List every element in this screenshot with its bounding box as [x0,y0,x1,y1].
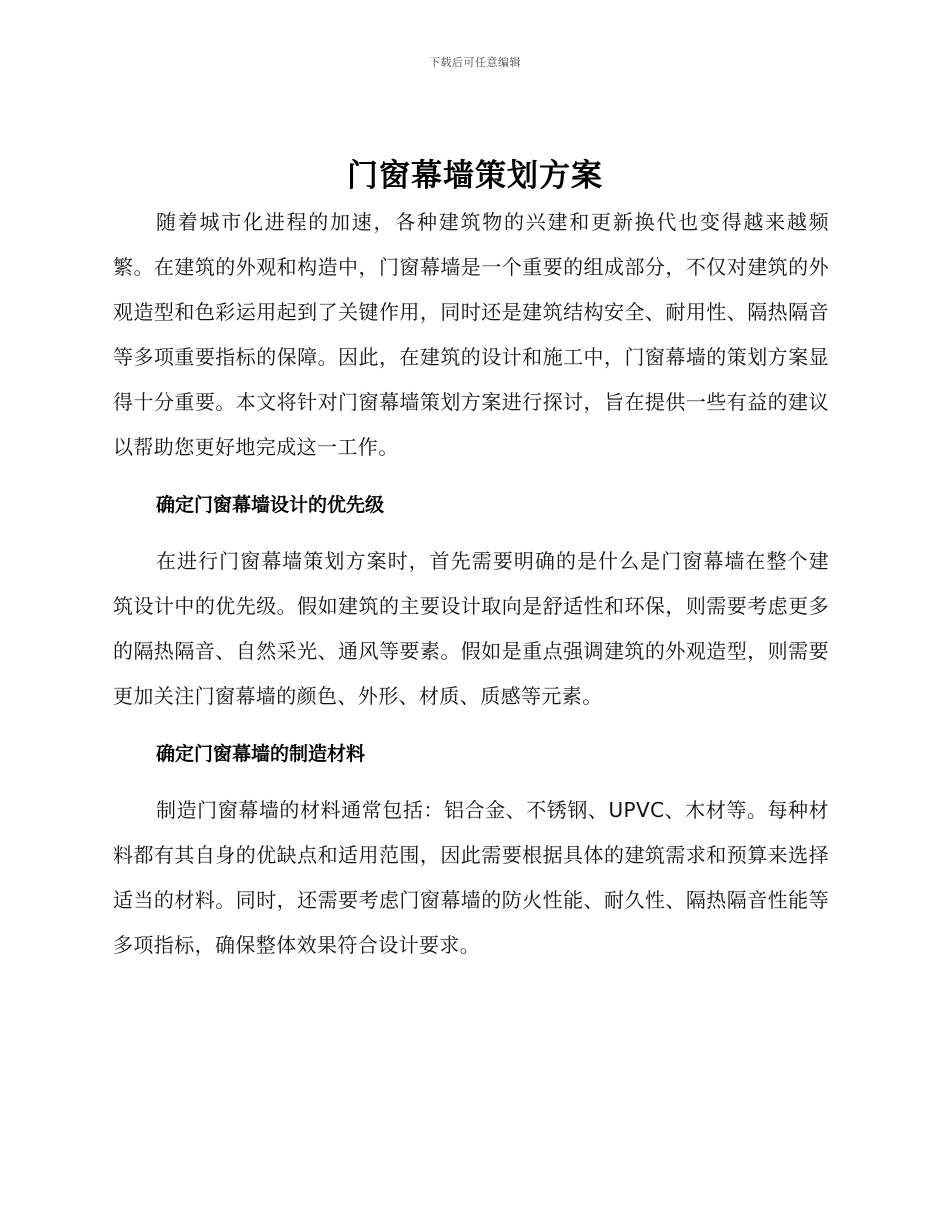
section-paragraph-priority: 在进行门窗幕墙策划方案时，首先需要明确的是什么是门窗幕墙在整个建筑设计中的优先级。假如建筑的主要设计取向是舒适性和环保，则需要考虑更多的隔热隔音、自然采光、通风等要素。假如是重点强调建筑的外观造型，则需要更加关注门窗幕墙的颜色、外形、材质、质感等元素。 [113,549,829,708]
section-heading-materials: 确定门窗幕墙的制造材料 [156,743,366,765]
section-paragraph-materials: 制造门窗幕墙的材料通常包括：铝合金、不锈钢、UPVC、木材等。每种材料都有其自身的优缺点和适用范围，因此需要根据具体的建筑需求和预算来选择适当的材料。同时，还需要考虑门窗幕墙的防火性能、耐久性、隔热隔音性能等多项指标，确保整体效果符合设计要求。 [113,798,829,957]
section-heading-priority: 确定门窗幕墙设计的优先级 [156,494,385,516]
page-header-note: 下载后可任意编辑 [429,56,521,69]
document-body [113,200,829,968]
intro-paragraph: 随着城市化进程的加速，各种建筑物的兴建和更新换代也变得越来越频繁。在建筑的外观和构造中，门窗幕墙是一个重要的组成部分，不仅对建筑的外观造型和色彩运用起到了关键作用，同时还是建筑结构安全、耐用性、隔热隔音等多项重要指标的保障。因此，在建筑的设计和施工中，门窗幕墙的策划方案显得十分重要。本文将针对门窗幕墙策划方案进行探讨，旨在提供一些有益的建议以帮助您更好地完成这一工作。 [113,210,829,459]
document-title: 门窗幕墙策划方案 [347,158,603,194]
